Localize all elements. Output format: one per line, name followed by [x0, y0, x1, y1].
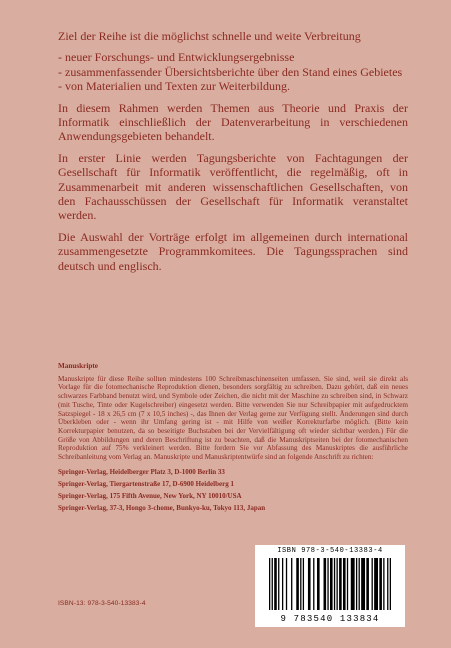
barcode-bar	[383, 558, 384, 610]
barcode-bar	[351, 558, 355, 610]
barcode-bar	[324, 558, 327, 610]
barcode-bar	[339, 558, 342, 610]
barcode-bar	[313, 558, 314, 610]
barcode-bar	[274, 558, 277, 610]
barcode-bar	[334, 558, 335, 610]
barcode-bar	[308, 558, 311, 610]
address-new-york: Springer-Verlag, 175 Fifth Avenue, New York, NY 10010/USA	[58, 492, 242, 500]
intro-lead: Ziel der Reihe ist die möglichst schnelle und weite Verbreitung	[58, 29, 361, 43]
barcode-bar	[286, 558, 287, 610]
barcode-bars	[269, 558, 391, 610]
committee-paragraph: Die Auswahl der Vorträge erfolgt im allgemeinen durch international zusammengesetzte Programmkomitees. Die Tagungssprachen sind deutsch und englisch.	[58, 229, 408, 273]
barcode-digits: 9 783540 133834	[280, 614, 380, 624]
series-description	[58, 29, 408, 280]
barcode-bar	[366, 558, 369, 610]
goals-list	[58, 50, 408, 93]
barcode-bar	[327, 558, 328, 610]
barcode-bar	[356, 558, 357, 610]
publisher-addresses	[58, 466, 378, 514]
barcode-bar	[343, 558, 346, 610]
barcode-bar	[272, 558, 273, 610]
barcode-bar	[278, 558, 279, 610]
barcode-bar	[296, 558, 299, 610]
barcode-bar	[300, 558, 301, 610]
barcode-bar	[336, 558, 337, 610]
address-heidelberg: Springer-Verlag, Tiergartenstraße 17, D-6900 Heidelberg 1	[58, 480, 234, 488]
barcode-bar	[379, 558, 382, 610]
barcode-bar	[361, 558, 365, 610]
barcode-isbn-text: ISBN 978-3-540-13383-4	[277, 547, 383, 555]
barcode-bar	[303, 558, 304, 610]
barcode-bar	[330, 558, 333, 610]
manuscripts-heading: Manuskripte	[58, 362, 98, 370]
manuscripts-section	[58, 362, 408, 462]
isbn-barcode	[255, 545, 405, 627]
address-berlin: Springer-Verlag, Heidelberger Platz 3, D-1000 Berlin 33	[58, 468, 225, 476]
barcode-bar	[374, 558, 378, 610]
topics-paragraph: In diesem Rahmen werden Themen aus Theorie und Praxis der Informatik einschließlich der Datenverarbeitung in verschiedenen Anwendungsgebieten behandelt.	[58, 100, 408, 144]
goal-item: - zusammenfassender Übersichtsberichte über den Stand eines Gebietes	[58, 64, 403, 79]
barcode-bar	[387, 558, 388, 610]
barcode-bar	[282, 558, 283, 610]
proceedings-paragraph: In erster Linie werden Tagungsberichte von Fachtagungen der Gesellschaft für Informatik veröffentlicht, die regelmäßig, oft in Zusammenarbeit mit anderen wissenschaftlichen Gesellschaften, von den Fachausschüssen der Gesellschaft für Informatik veranstaltet werden.	[58, 150, 408, 223]
isbn-label: ISBN-13: 978-3-540-13383-4	[58, 600, 146, 607]
goal-item: - von Materialien und Texten zur Weiterbildung.	[58, 79, 291, 94]
barcode-bar	[359, 558, 360, 610]
barcode-bar	[291, 558, 292, 610]
manuscripts-text: Manuskripte für diese Reihe sollten mindestens 100 Schreibmaschinenseiten umfassen. Sie sind, weil sie direkt als Vorlage für die fotomechanische Reproduktion dienen, besonders sorgfältig zu schreiben. Dazu gehört, daß ein neues schwarzes Farbband benutzt wird, und Symbole oder Zeichen, die nicht mit der Maschine zu schreiben sind, in Schwarz (mit Tusche, Tinte oder Kugelschreiber) eingesetzt werden. Bitte verwenden Sie nur Schreibpapier mit aufgedrucktem Satzspiegel - 18 x 26,5 cm (7 x 10,5 inches) -, das Ihnen der Verlag gerne zur Verfügung stellt. Änderungen sind durch Überkleben oder - wenn ihr Umfang gering ist - mit Hilfe von weißer Korrekturfarbe möglich. (Bitte kein Korrekturpapier benutzen, da so beseitigte Buchstaben bei der Vervielfältigung oft wieder sichtbar werden.) Für die Größe von Abbildungen und deren Beschriftung ist zu beachten, daß die Manuskriptseiten bei der fotomechanischen Reproduktion auf 75% verkleinert werden. Bitte fordern Sie vor Abfassung des Manuskriptes die ausführliche Schreibanleitung vom Verlag an. Manuskripte und Manuskriptentwürfe sind an folgende Anschrift zu richten:	[58, 374, 408, 462]
barcode-bar	[317, 558, 320, 610]
barcode-bar	[347, 558, 348, 610]
barcode-bar	[390, 558, 391, 610]
barcode-bar	[372, 558, 373, 610]
address-tokyo: Springer-Verlag, 37-3, Hongo 3-chome, Bunkyo-ku, Tokyo 113, Japan	[58, 504, 266, 512]
goal-item: - neuer Forschungs- und Entwicklungsergebnisse	[58, 50, 295, 65]
barcode-bar	[269, 558, 270, 610]
